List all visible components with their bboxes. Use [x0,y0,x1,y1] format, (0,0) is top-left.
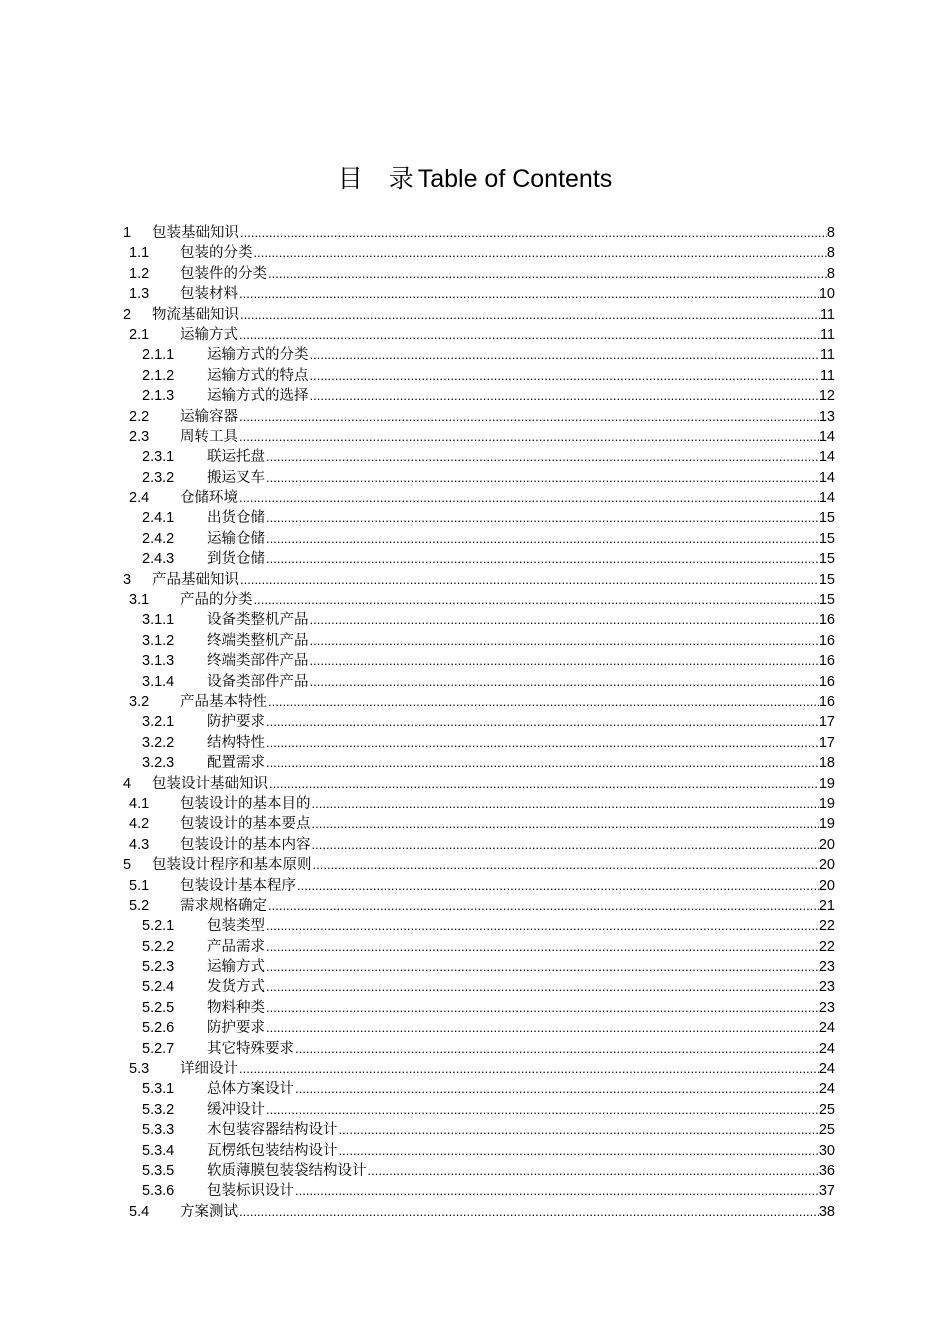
toc-entry[interactable] [0,407,950,427]
toc-entry[interactable] [0,876,950,896]
toc-entry-line [207,1018,835,1038]
toc-entry-label: 产品需求 [207,938,265,955]
toc-entry-page-number: 16 [818,632,835,649]
toc-entry-line [207,1100,835,1120]
toc-entry-number: 2.4.1 [142,510,175,527]
toc-entry-number: 4.3 [129,836,150,853]
toc-entry-label: 包装标识设计 [207,1183,294,1200]
toc-entry[interactable] [0,896,950,916]
toc-entry-page-number: 15 [818,551,835,568]
toc-entry-line [207,1039,835,1059]
toc-entry-page-number: 16 [818,673,835,690]
toc-entry-number: 2.1 [129,326,150,343]
toc-entry-label: 需求规格确定 [180,897,267,914]
toc-entry-page-number: 23 [818,979,835,996]
toc-entry-label: 防护要求 [207,714,265,731]
toc-entry-number: 5.4 [129,1203,150,1220]
toc-entry-label: 周转工具 [180,428,238,445]
toc-entry-label: 包装类型 [207,918,265,935]
toc-dot-leader [309,651,819,671]
toc-dot-leader [309,631,819,651]
toc-entry-line [207,712,835,732]
toc-entry-line [207,529,835,549]
toc-dot-leader [294,1039,819,1059]
toc-entry-label: 仓储环境 [180,490,238,507]
toc-entry-number: 1.3 [129,286,150,303]
table-of-contents [0,223,950,1222]
toc-entry-number: 3.2.2 [142,734,175,751]
toc-entry-line [180,427,835,447]
toc-entry-page-number: 20 [818,836,835,853]
toc-entry[interactable] [0,325,950,345]
toc-entry-label: 包装设计的基本目的 [180,795,311,812]
toc-entry-page-number: 24 [818,1081,835,1098]
toc-entry-label: 瓦楞纸包装结构设计 [207,1142,338,1159]
toc-entry-line [207,998,835,1018]
toc-entry-page-number: 14 [818,428,835,445]
toc-entry-line [207,651,835,671]
toc-entry-number: 3.2.3 [142,755,175,772]
toc-entry-number: 3.1.1 [142,612,175,629]
toc-entry-line [207,672,835,692]
toc-entry-line [207,1161,835,1181]
toc-entry-label: 包装设计的基本要点 [180,816,311,833]
toc-entry-line [207,508,835,528]
toc-entry[interactable] [0,447,950,467]
toc-entry-label: 包装设计的基本内容 [180,836,311,853]
toc-entry-page-number: 15 [818,530,835,547]
toc-entry[interactable] [0,1039,950,1059]
toc-dot-leader [265,733,819,753]
toc-entry-label: 到货仓储 [207,551,265,568]
toc-dot-leader [311,814,819,834]
toc-entry-number: 5.3 [129,1061,150,1078]
toc-entry-page-number: 30 [818,1142,835,1159]
toc-entry[interactable] [0,549,950,569]
toc-entry[interactable] [0,1059,950,1079]
toc-entry-page-number: 20 [818,877,835,894]
toc-dot-leader [309,672,819,692]
toc-entry[interactable] [0,488,950,508]
toc-entry-line [180,1059,835,1079]
toc-dot-leader [267,896,819,916]
toc-entry[interactable] [0,998,950,1018]
toc-entry-line [207,916,835,936]
toc-entry-page-number: 13 [818,408,835,425]
toc-entry-number: 2.1.3 [142,388,175,405]
toc-entry-page-number: 15 [818,592,835,609]
toc-entry[interactable] [0,794,950,814]
toc-entry-line [207,631,835,651]
toc-entry-label: 包装的分类 [180,245,253,262]
toc-entry-number: 5.2.6 [142,1020,175,1037]
toc-entry[interactable] [0,305,950,325]
toc-entry-number: 3.2.1 [142,714,175,731]
toc-entry-page-number: 36 [818,1162,835,1179]
toc-dot-leader [239,570,819,590]
toc-entry-page-number: 38 [818,1203,835,1220]
toc-entry-label: 缓冲设计 [207,1101,265,1118]
toc-entry[interactable] [0,753,950,773]
toc-entry-number: 5.1 [129,877,150,894]
toc-dot-leader [265,957,819,977]
toc-entry-label: 软质薄膜包装袋结构设计 [207,1162,367,1179]
toc-entry-page-number: 25 [818,1122,835,1139]
toc-entry-number: 2.4.2 [142,530,175,547]
toc-entry-number: 5.2.7 [142,1040,175,1057]
toc-entry-label: 其它特殊要求 [207,1040,294,1057]
toc-entry-label: 产品的分类 [180,592,253,609]
toc-dot-leader [338,1120,819,1140]
toc-dot-leader [238,325,820,345]
toc-entry-number: 5.2.1 [142,918,175,935]
toc-entry[interactable] [0,610,950,630]
toc-entry-label: 终端类部件产品 [207,653,309,670]
toc-entry-number: 3.1.2 [142,632,175,649]
toc-entry-line [207,753,835,773]
toc-entry-number: 2.3.2 [142,469,175,486]
toc-entry-number: 2.4 [129,490,150,507]
toc-dot-leader [265,468,819,488]
toc-entry-number: 4.1 [129,795,150,812]
toc-entry-line [152,855,835,875]
toc-entry-line [180,284,835,304]
toc-entry-label: 运输仓储 [207,530,265,547]
toc-entry-page-number: 16 [818,693,835,710]
toc-entry[interactable] [0,345,950,365]
toc-dot-leader [294,1079,819,1099]
toc-entry[interactable] [0,468,950,488]
toc-dot-leader [238,488,819,508]
toc-entry-page-number: 22 [818,918,835,935]
toc-entry-page-number: 11 [819,347,835,364]
toc-entry[interactable] [0,529,950,549]
toc-entry-line [180,896,835,916]
toc-entry-number: 3.2 [129,693,150,710]
toc-entry[interactable] [0,977,950,997]
toc-entry-number: 2.4.3 [142,551,175,568]
toc-entry[interactable] [0,1100,950,1120]
toc-entry[interactable] [0,937,950,957]
title-cn-char-1: 目 [337,165,363,193]
toc-entry-line [207,937,835,957]
toc-entry-page-number: 14 [818,469,835,486]
toc-entry-line [207,386,835,406]
toc-entry-label: 联运托盘 [207,449,265,466]
toc-entry-number: 4.2 [129,816,150,833]
toc-entry-number: 2.1.2 [142,367,175,384]
toc-entry[interactable] [0,1161,950,1181]
toc-entry-page-number: 16 [818,612,835,629]
toc-entry-page-number: 24 [818,1020,835,1037]
toc-entry-page-number: 23 [818,959,835,976]
toc-entry[interactable] [0,916,950,936]
toc-dot-leader [265,753,819,773]
toc-entry-line [207,1181,835,1201]
toc-dot-leader [238,1059,819,1079]
toc-entry-page-number: 8 [826,225,835,241]
toc-entry-number: 2.3 [129,428,150,445]
toc-entry-line [152,774,835,794]
toc-entry-page-number: 11 [819,306,835,323]
toc-entry-number: 5.3.4 [142,1142,175,1159]
toc-entry-label: 包装设计基本程序 [180,877,296,894]
toc-entry-page-number: 19 [818,795,835,812]
toc-entry-label: 产品基础知识 [152,571,239,588]
toc-entry-number: 2.3.1 [142,449,175,466]
toc-entry[interactable] [0,1141,950,1161]
toc-entry-number: 1 [123,225,132,241]
toc-entry-page-number: 14 [818,449,835,466]
toc-entry-label: 设备类部件产品 [207,673,309,690]
toc-entry-label: 包装件的分类 [180,265,267,282]
toc-entry[interactable] [0,243,950,263]
toc-entry-label: 运输方式的选择 [207,388,309,405]
toc-entry-line [152,305,835,325]
toc-entry-number: 1.1 [129,245,150,262]
toc-dot-leader [265,447,819,467]
toc-entry-line [207,1120,835,1140]
toc-entry-label: 总体方案设计 [207,1081,294,1098]
toc-dot-leader [253,243,827,263]
toc-entry[interactable] [0,712,950,732]
toc-entry-line [180,814,835,834]
toc-entry[interactable] [0,1079,950,1099]
toc-entry-line [207,468,835,488]
toc-entry-number: 5.2 [129,897,150,914]
toc-entry-line [207,447,835,467]
toc-entry-number: 5.3.1 [142,1081,175,1098]
toc-entry-line [207,1079,835,1099]
toc-entry[interactable] [0,264,950,284]
toc-dot-leader [265,529,819,549]
toc-entry-page-number: 20 [818,857,835,874]
toc-dot-leader [265,977,819,997]
toc-dot-leader [338,1141,819,1161]
toc-entry-label: 结构特性 [207,734,265,751]
toc-entry-number: 5.2.2 [142,938,175,955]
toc-entry-line [180,1202,835,1222]
toc-dot-leader [267,692,819,712]
toc-dot-leader [309,610,819,630]
toc-entry-number: 5.2.5 [142,999,175,1016]
toc-entry-line [180,794,835,814]
toc-entry-label: 包装基础知识 [152,225,239,241]
toc-entry-label: 搬运叉车 [207,469,265,486]
toc-dot-leader [238,407,819,427]
toc-entry-page-number: 25 [818,1101,835,1118]
toc-entry-label: 产品基本特性 [180,693,267,710]
toc-entry-label: 防护要求 [207,1020,265,1037]
toc-entry-label: 方案测试 [180,1203,238,1220]
toc-entry-line [180,488,835,508]
toc-dot-leader [309,345,820,365]
toc-dot-leader [265,549,819,569]
toc-entry-number: 5.3.6 [142,1183,175,1200]
toc-entry-page-number: 15 [818,571,835,588]
toc-entry-line [180,243,835,263]
toc-entry-page-number: 11 [819,367,835,384]
toc-entry-page-number: 24 [818,1040,835,1057]
toc-entry-page-number: 17 [818,734,835,751]
toc-entry-label: 运输方式 [180,326,238,343]
toc-entry-label: 包装设计程序和基本原则 [152,857,312,874]
toc-entry-page-number: 23 [818,999,835,1016]
toc-entry[interactable] [0,651,950,671]
toc-entry-label: 配置需求 [207,755,265,772]
toc-entry-line [180,590,835,610]
toc-entry-page-number: 12 [818,388,835,405]
toc-entry-line [207,957,835,977]
toc-entry-label: 运输容器 [180,408,238,425]
toc-dot-leader [265,508,819,528]
toc-entry-line [180,264,835,284]
toc-entry-label: 设备类整机产品 [207,612,309,629]
toc-entry[interactable] [0,508,950,528]
toc-entry-label: 运输方式 [207,959,265,976]
toc-entry[interactable] [0,1181,950,1201]
title-en: Table of Contents [417,165,613,193]
toc-entry-line [207,366,835,386]
toc-entry[interactable] [0,284,950,304]
toc-entry[interactable] [0,1018,950,1038]
toc-entry[interactable] [0,366,950,386]
toc-dot-leader [253,590,819,610]
toc-dot-leader [265,712,819,732]
toc-entry-line [207,549,835,569]
toc-dot-leader [309,386,819,406]
toc-entry[interactable] [0,386,950,406]
toc-entry-page-number: 18 [818,755,835,772]
toc-entry-number: 3.1.3 [142,653,175,670]
toc-entry-number: 2 [123,306,132,323]
toc-dot-leader [265,916,819,936]
toc-entry[interactable] [0,733,950,753]
toc-entry-label: 终端类整机产品 [207,632,309,649]
toc-dot-leader [265,1100,819,1120]
toc-entry-page-number: 8 [826,245,835,262]
toc-entry-page-number: 37 [818,1183,835,1200]
toc-dot-leader [239,223,827,243]
toc-dot-leader [238,1202,819,1222]
toc-entry-label: 物料种类 [207,999,265,1016]
toc-entry-page-number: 10 [818,286,835,303]
toc-entry-line [180,835,835,855]
toc-dot-leader [311,835,819,855]
toc-dot-leader [268,774,819,794]
title-cn-char-2: 录 [388,165,414,193]
toc-entry-page-number: 15 [818,510,835,527]
toc-entry[interactable] [0,814,950,834]
toc-entry[interactable] [0,774,950,794]
toc-entry-number: 3.1 [129,592,150,609]
page-title [0,162,950,196]
toc-entry-page-number: 8 [826,265,835,282]
toc-entry[interactable] [0,631,950,651]
toc-dot-leader [367,1161,819,1181]
toc-entry-line [152,570,835,590]
toc-entry-page-number: 22 [818,938,835,955]
toc-entry-label: 详细设计 [180,1061,238,1078]
toc-entry[interactable] [0,590,950,610]
toc-entry[interactable] [0,1202,950,1222]
toc-entry[interactable] [0,570,950,590]
toc-dot-leader [265,1018,819,1038]
toc-entry-label: 运输方式的分类 [207,347,309,364]
toc-dot-leader [239,305,820,325]
toc-entry-label: 物流基础知识 [152,306,239,323]
toc-entry[interactable] [0,427,950,447]
toc-entry-number: 3.1.4 [142,673,175,690]
toc-dot-leader [296,876,819,896]
toc-entry-line [207,345,835,365]
toc-entry-line [207,610,835,630]
toc-entry-line [180,876,835,896]
toc-dot-leader [265,998,819,1018]
toc-entry-page-number: 17 [818,714,835,731]
toc-entry-line [180,692,835,712]
toc-entry[interactable] [0,692,950,712]
toc-dot-leader [238,427,819,447]
toc-entry-number: 5 [123,857,132,874]
toc-entry[interactable] [0,223,950,243]
toc-entry-number: 5.3.2 [142,1101,175,1118]
toc-entry[interactable] [0,957,950,977]
toc-entry-number: 2.2 [129,408,150,425]
toc-dot-leader [311,794,819,814]
toc-entry-label: 包装材料 [180,286,238,303]
toc-entry[interactable] [0,855,950,875]
toc-entry-line [152,223,835,243]
toc-entry-number: 5.2.4 [142,979,175,996]
toc-entry-page-number: 24 [818,1061,835,1078]
toc-dot-leader [312,855,819,875]
toc-entry-number: 5.3.5 [142,1162,175,1179]
toc-entry-page-number: 19 [818,816,835,833]
toc-entry-number: 4 [123,775,132,792]
toc-dot-leader [294,1181,819,1201]
toc-dot-leader [309,366,820,386]
toc-entry-label: 发货方式 [207,979,265,996]
toc-entry-number: 2.1.1 [142,347,175,364]
toc-entry[interactable] [0,1120,950,1140]
toc-entry-page-number: 21 [818,897,835,914]
toc-entry-line [180,325,835,345]
toc-entry-line [207,733,835,753]
toc-entry-page-number: 16 [818,653,835,670]
toc-dot-leader [238,284,819,304]
toc-entry-number: 1.2 [129,265,150,282]
toc-entry-page-number: 19 [818,775,835,792]
toc-entry-label: 运输方式的特点 [207,367,309,384]
toc-entry-label: 出货仓储 [207,510,265,527]
toc-entry-page-number: 11 [819,326,835,343]
toc-entry-label: 木包装容器结构设计 [207,1122,338,1139]
toc-entry-line [207,977,835,997]
toc-entry-label: 包装设计基础知识 [152,775,268,792]
toc-entry-page-number: 14 [818,490,835,507]
toc-dot-leader [267,264,827,284]
toc-entry-number: 5.2.3 [142,959,175,976]
toc-entry[interactable] [0,672,950,692]
toc-entry-number: 3 [123,571,132,588]
toc-dot-leader [265,937,819,957]
toc-entry-number: 5.3.3 [142,1122,175,1139]
toc-entry-line [207,1141,835,1161]
toc-entry-line [180,407,835,427]
toc-entry[interactable] [0,835,950,855]
